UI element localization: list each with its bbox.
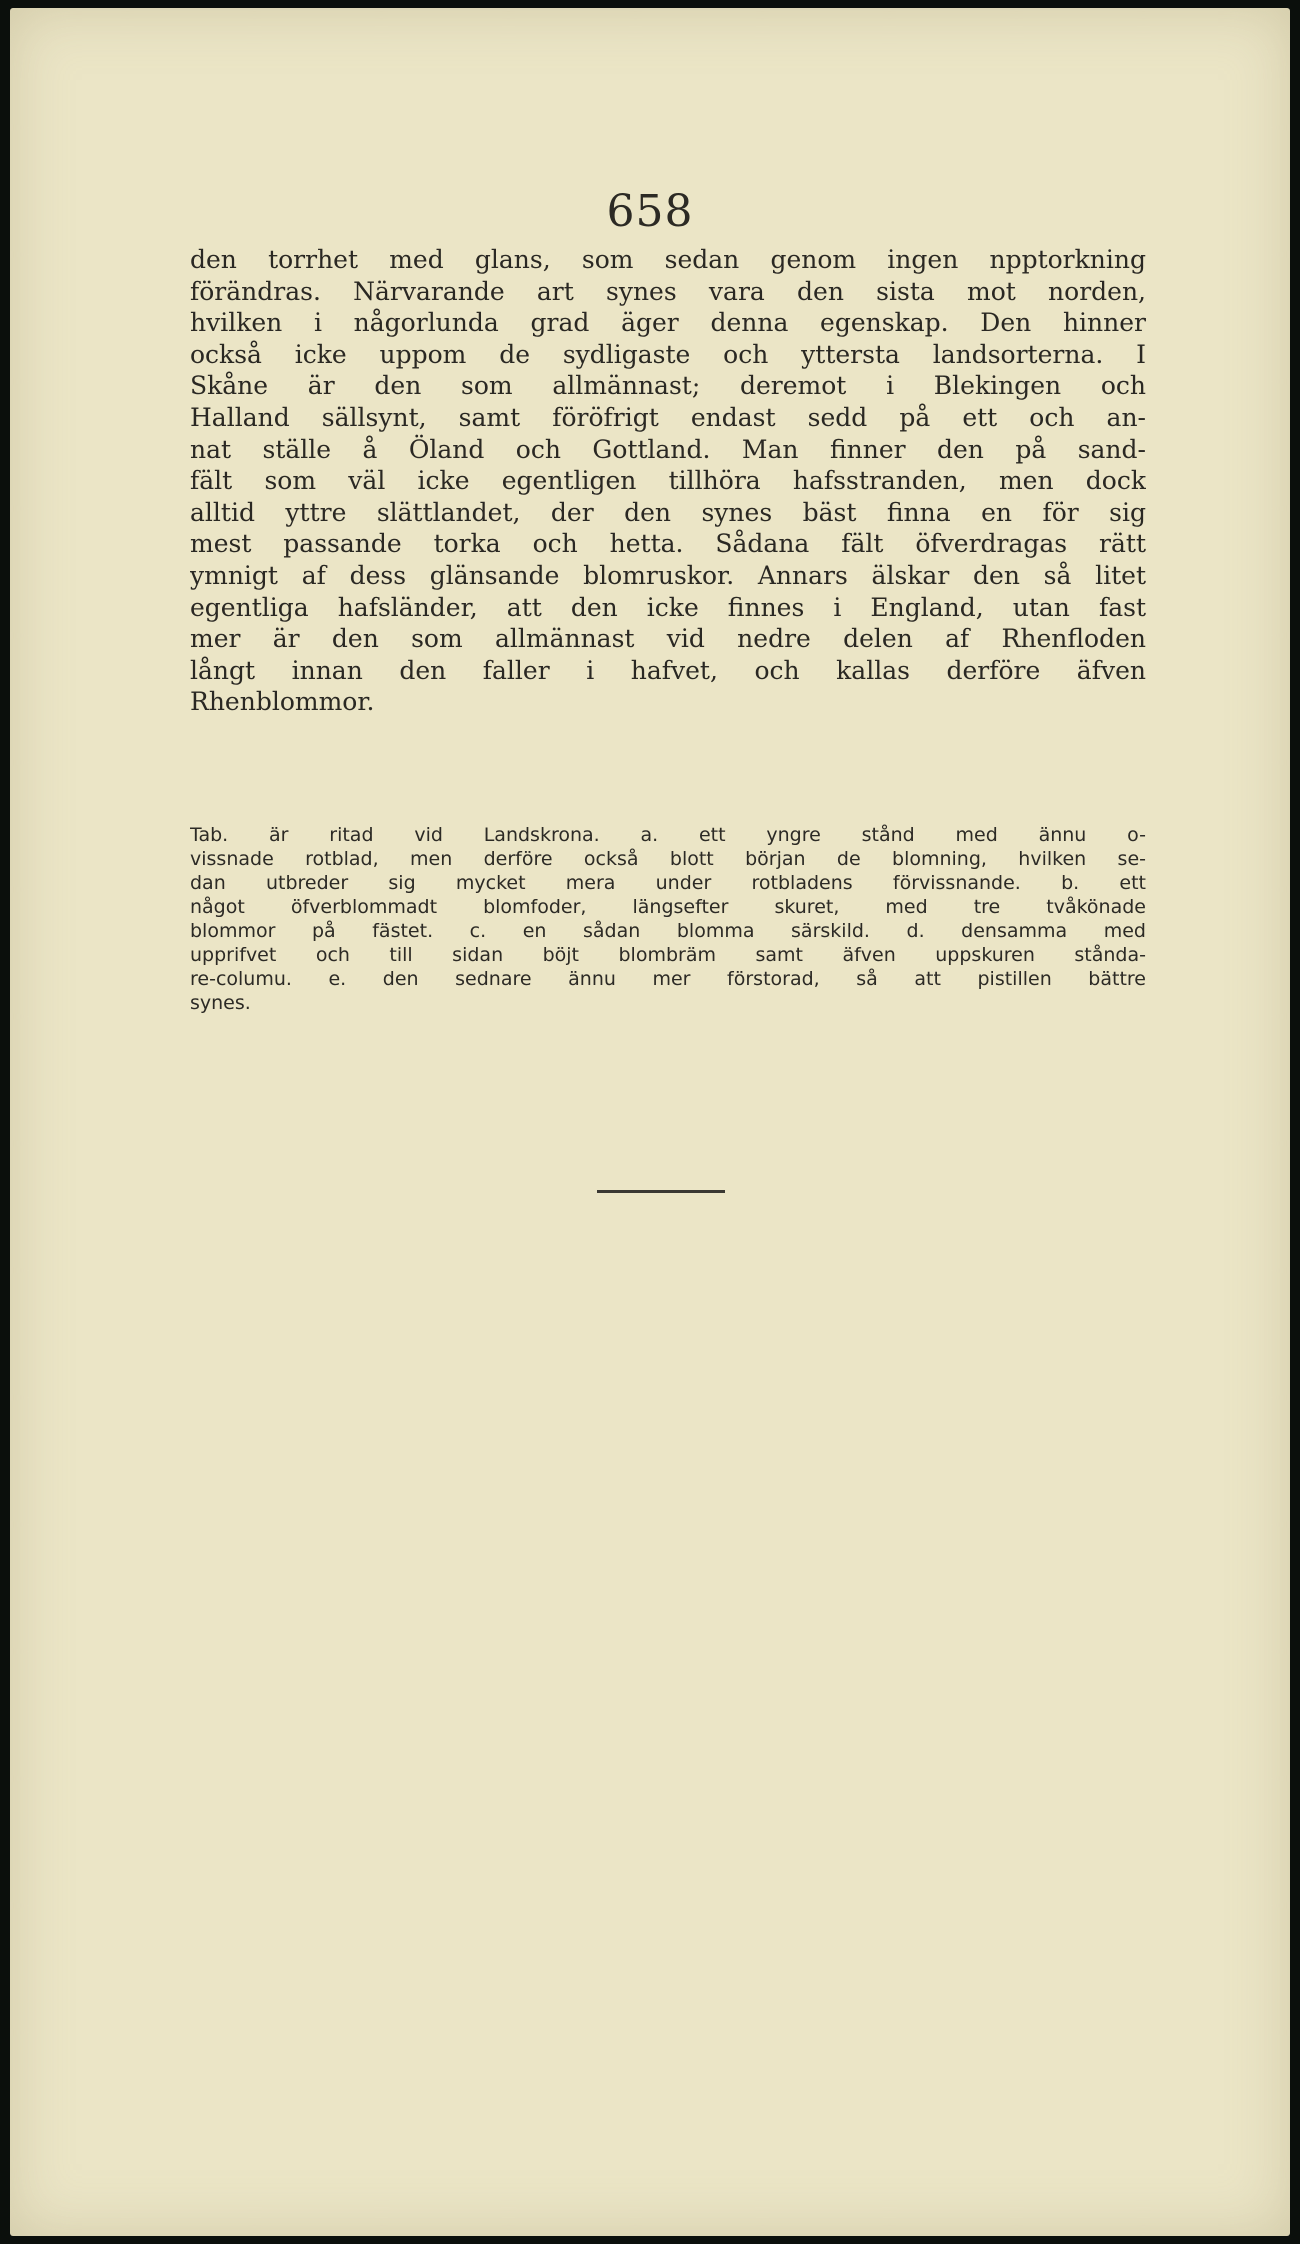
- body-line: ymnigt af dess glänsande blomruskor. Annars älskar den så litet: [190, 560, 1146, 590]
- plate-caption: [190, 823, 1146, 1015]
- caption-line: blommor på fästet. c. en sådan blomma särskild. d. densamma med: [190, 920, 1146, 942]
- body-line: Rhenblommor.: [190, 687, 375, 717]
- section-divider: [597, 1190, 725, 1193]
- body-text: [190, 244, 1146, 718]
- body-line: alltid yttre slättlandet, der den synes bäst finna en för sig: [190, 497, 1146, 527]
- body-line: egentliga hafsländer, att den icke finnes i England, utan fast: [190, 592, 1146, 622]
- body-line: fält som väl icke egentligen tillhöra hafsstranden, men dock: [190, 466, 1146, 496]
- body-line: mer är den som allmännast vid nedre delen af Rhenfloden: [190, 624, 1146, 654]
- caption-line: dan utbreder sig mycket mera under rotbladens förvissnande. b. ett: [190, 872, 1146, 894]
- caption-line: upprifvet och till sidan böjt blombräm samt äfven uppskuren ståndа-: [190, 944, 1146, 966]
- body-line: förändras. Närvarande art synes vara den sista mot norden,: [190, 276, 1146, 306]
- caption-line: re-columu. e. den sednare ännu mer förstorad, så att pistillen bättre: [190, 968, 1146, 990]
- book-page: [10, 8, 1290, 2236]
- body-line: mest passande torka och hetta. Sådana fält öfverdragas rätt: [190, 529, 1146, 559]
- caption-line: Tab. är ritad vid Landskrona. a. ett yngre stånd med ännu o-: [190, 824, 1146, 846]
- body-line: hvilken i någorlunda grad äger denna egenskap. Den hinner: [190, 308, 1146, 338]
- body-line: den torrhet med glans, som sedan genom ingen npptorkning: [190, 245, 1146, 274]
- page-number: 658: [606, 186, 694, 237]
- body-line: Halland sällsynt, samt föröfrigt endast sedd på ett och an-: [190, 402, 1146, 432]
- body-line: långt innan den faller i hafvet, och kallas derföre äfven: [190, 655, 1146, 685]
- caption-line: vissnade rotblad, men derföre också blott början de blomning, hvilken se-: [190, 848, 1146, 870]
- caption-line: synes.: [190, 992, 251, 1014]
- body-line: nat ställe å Öland och Gottland. Man finner den på sand-: [190, 434, 1146, 464]
- caption-line: något öfverblommadt blomfoder, längsefter skuret, med tre tvåkönade: [190, 896, 1146, 918]
- body-line: Skåne är den som allmännast; deremot i Blekingen och: [190, 371, 1146, 401]
- body-line: också icke uppom de sydligaste och yttersta landsorterna. I: [190, 339, 1146, 369]
